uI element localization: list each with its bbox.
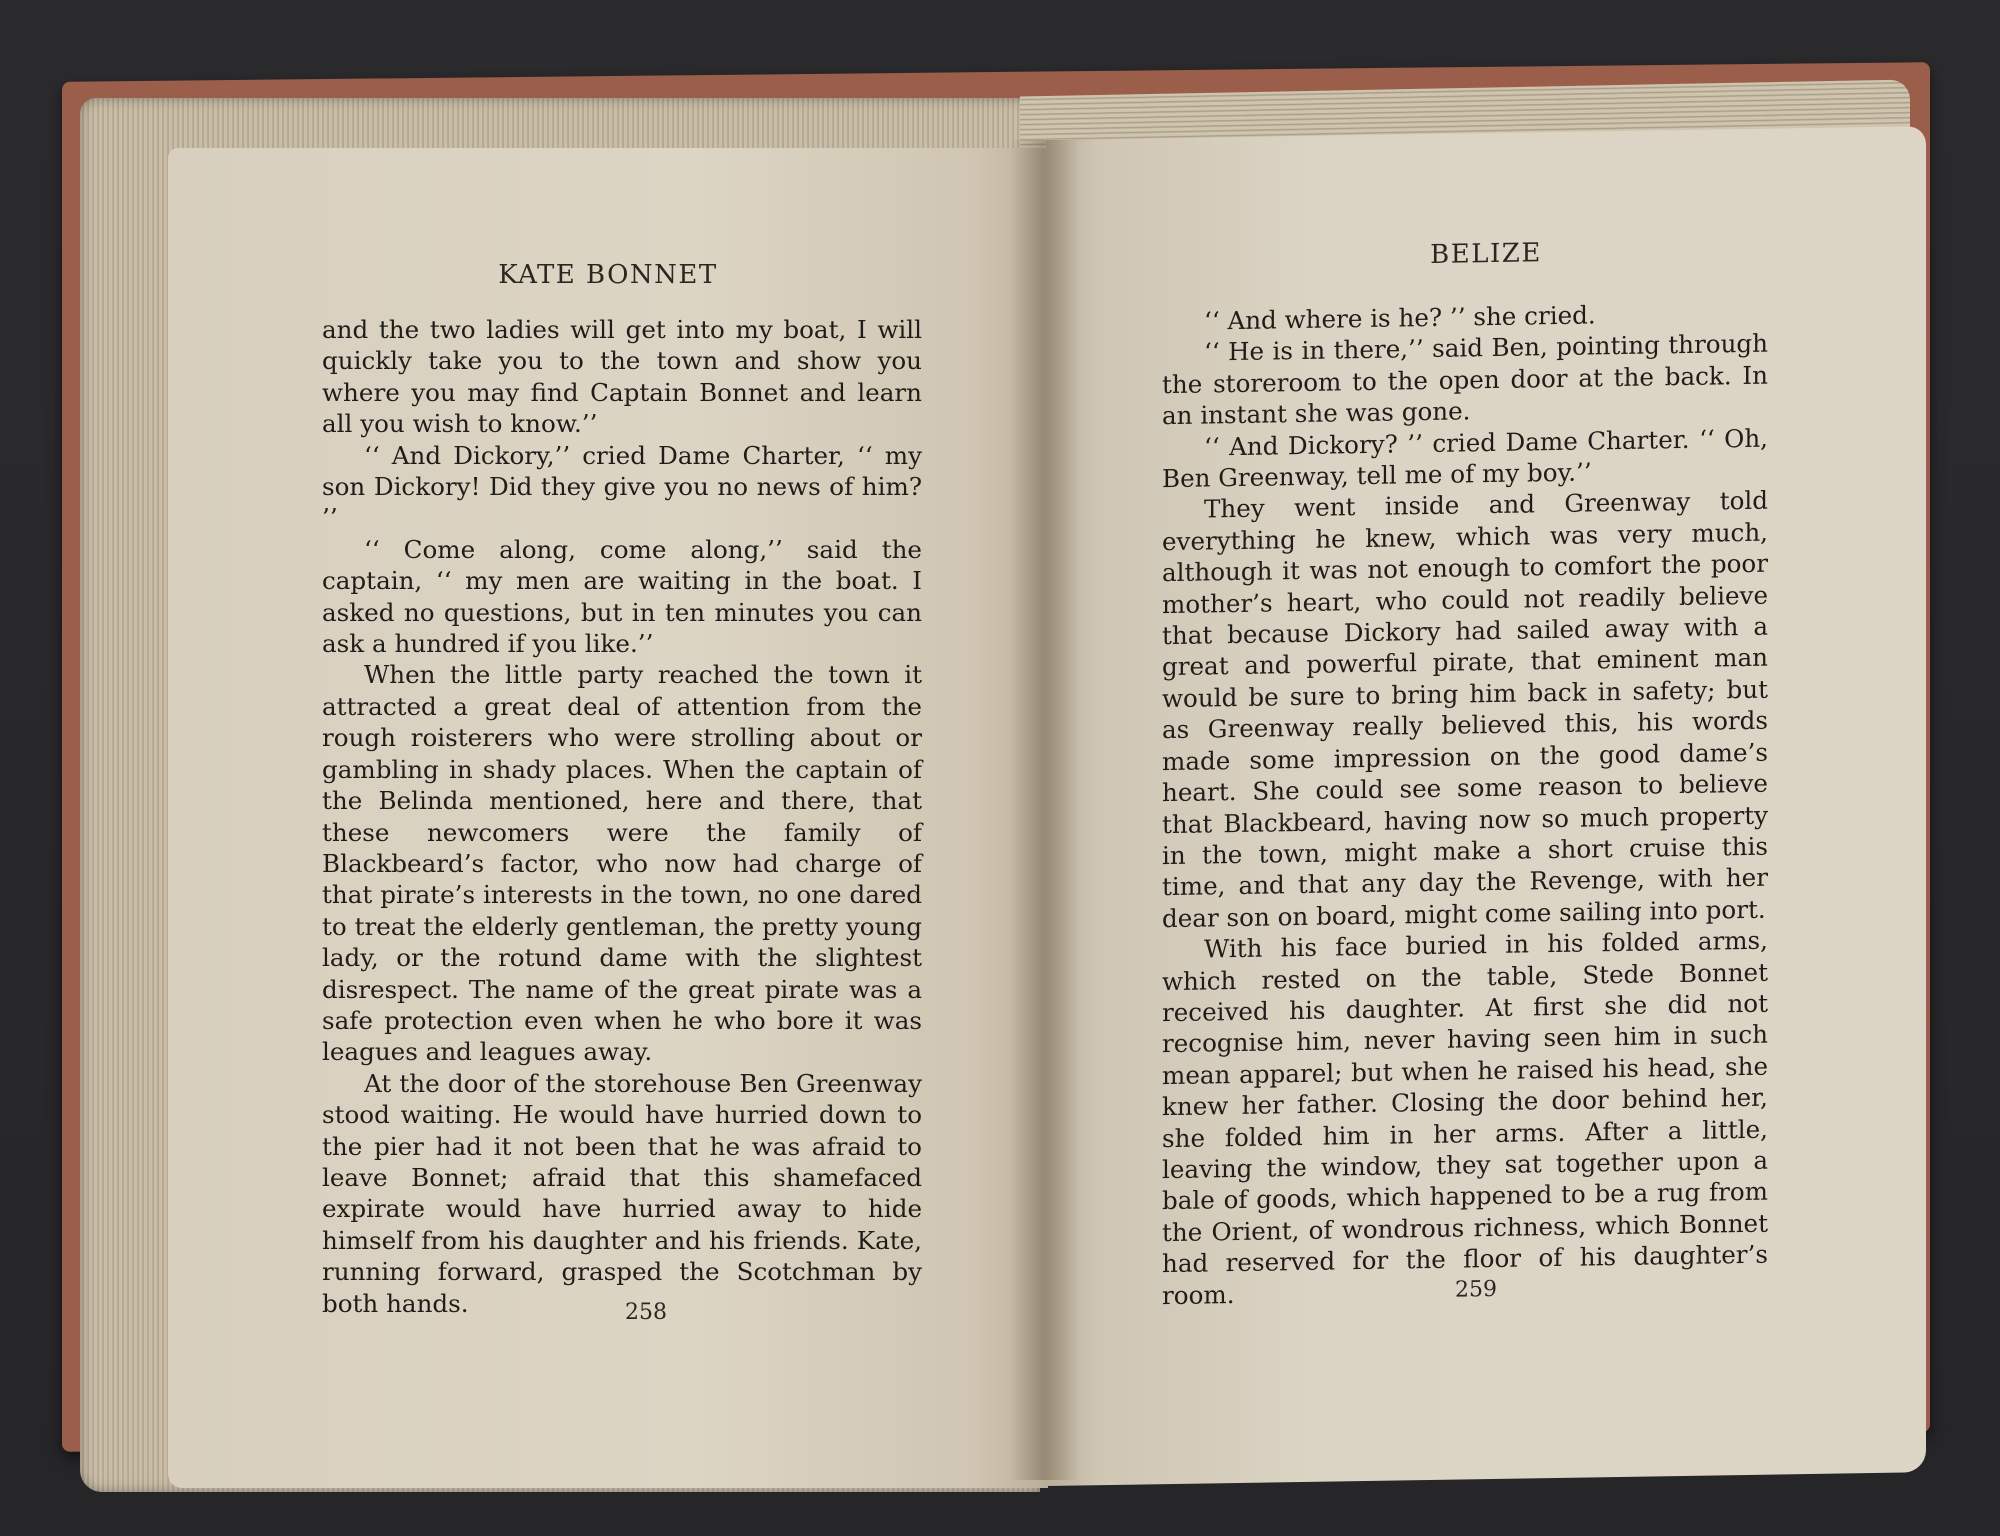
- page-number-left: 258: [625, 1300, 667, 1325]
- left-page-text: [322, 314, 922, 1319]
- paragraph: They went inside and Greenway told everything he knew, which was very much, although it was not enough to comfort the poor mother’s heart, who could not readily believe that because Dickory had sailed away with a great and powerful pirate, that eminent man would be sure to bring him back in safety; but as Greenway really believed this, his words made some impression on the good dame’s heart. She could see some reason to believe that Blackbeard, having now so much property in the town, might make a short cruise this time, and that any day the Revenge, with her dear son on board, might come sailing into port.: [1162, 486, 1768, 933]
- paragraph: ‘‘ He is in there,’’ said Ben, pointing through the storeroom to the open door at the back. In an instant she was gone.: [1162, 329, 1768, 431]
- paragraph: At the door of the storehouse Ben Greenway stood waiting. He would have hurried down to the pier had it not been that he was afraid to leave Bonnet; afraid that this shamefaced expirate would have hurried away to hide himself from his daughter and his friends. Kate, running forward, grasped the Scotchman by both hands.: [322, 1068, 922, 1318]
- paragraph: ‘‘ And Dickory? ’’ cried Dame Charter. ‘‘ Oh, Ben Greenway, tell me of my boy.’’: [1162, 423, 1768, 494]
- paragraph: and the two ladies will get into my boat, I will quickly take you to the town and show you where you may find Captain Bonnet and learn all you wish to know.’’: [322, 315, 922, 439]
- paragraph: ‘‘ Come along, come along,’’ said the captain, ‘‘ my men are waiting in the boat. I asked no questions, but in ten minutes you can ask a hundred if you like.’’: [322, 534, 922, 659]
- paragraph: ‘‘ And where is he? ’’ she cried.: [1204, 300, 1596, 336]
- page-number-right: 259: [1455, 1276, 1497, 1303]
- paragraph: When the little party reached the town it attracted a great deal of attention from the rough roisterers who were strolling about or gambling in shady places. When the captain of the Belinda mentioned, here and there, that these newcomers were the family of Blackbeard’s factor, who now had charge of that pirate’s interests in the town, no one dared to treat the elderly gentleman, the pretty young lady, or the rotund dame with the slightest disrespect. The name of the great pirate was a safe protection even when he who bore it was leagues and leagues away.: [322, 660, 922, 1067]
- left-page: [168, 148, 1048, 1488]
- right-page: [1046, 126, 1926, 1486]
- right-page-text: [1162, 297, 1768, 1312]
- running-head-left: KATE BONNET: [498, 260, 718, 290]
- paragraph: With his face buried in his folded arms, which rested on the table, Stede Bonnet received his daughter. At first she did not recognise him, never having seen him in such mean apparel; but when he raised his head, she knew her father. Closing the door behind her, she folded him in her arms. After a little, leaving the window, they sat together upon a bale of goods, which happened to be a rug from the Orient, of wondrous richness, which Bonnet had reserved for the floor of his daughter’s room.: [1162, 925, 1768, 1310]
- paragraph: ‘‘ And Dickory,’’ cried Dame Charter, ‘‘ my son Dickory! Did they give you no news of him? ’’: [322, 440, 922, 533]
- running-head-right: BELIZE: [1430, 238, 1542, 270]
